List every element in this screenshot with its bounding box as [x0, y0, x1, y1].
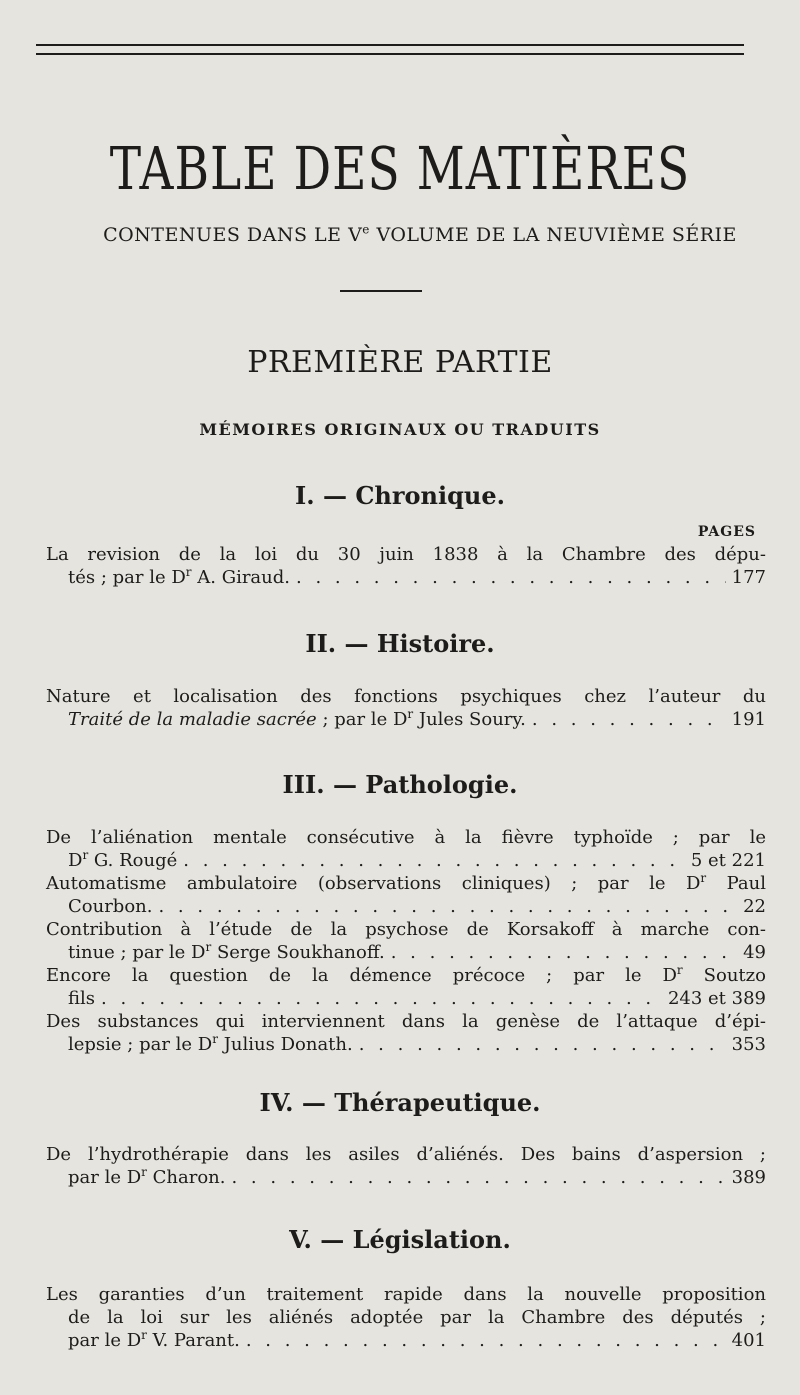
- page-title: TABLE DES MATIÈRES: [109, 135, 691, 204]
- toc-entry: Contribution à l’étude de la psychose de Korsakoff à marche con- tinue ; par le $D^r$ Serge Soukhanoff. . . . 49: [46, 918, 766, 964]
- page-number: 177: [731, 567, 766, 588]
- page-subtitle: CONTENUES DANS LE Ve VOLUME DE LA NEUVIÈME SÉRIE: [103, 222, 737, 246]
- section-heading-chronique: I. — Chronique.: [295, 481, 505, 510]
- page-number: 191: [731, 709, 766, 730]
- pages-column-label: PAGES: [697, 524, 756, 540]
- part-subtitle: MÉMOIRES ORIGINAUX OU TRADUITS: [199, 420, 601, 439]
- toc-entry: Des substances qui interviennent dans la genèse de l’attaque d’épi- lepsie ; par le $D^r$ Julius Donath. . . . 353: [46, 1010, 766, 1056]
- top-rule: [36, 44, 744, 46]
- toc-entry: De l’aliénation mentale consécutive à la fièvre typhoïde ; par le $D^r$ G. Rougé . . . 5 et 221: [46, 826, 766, 872]
- page-number: 389: [731, 1167, 766, 1188]
- page-number: 401: [731, 1330, 766, 1351]
- toc-entry: Automatisme ambulatoire (observations cliniques) ; par le $D^r$ Paul Courbon. . . . 22: [46, 872, 766, 918]
- section-heading-therapeutique: IV. — Thérapeutique.: [259, 1088, 541, 1117]
- page-number: 243 et 389: [667, 988, 766, 1009]
- section-heading-pathologie: III. — Pathologie.: [282, 770, 518, 799]
- toc-entry: De l’hydrothérapie dans les asiles d’aliénés. Des bains d’aspersion ; par le $D^r$ Charon. . . . 389: [46, 1143, 766, 1189]
- toc-entry: La revision de la loi du 30 juin 1838 à la Chambre des dépu- tés ; par le $D^r$ A. Giraud. . . . 177: [46, 543, 766, 589]
- page-number: 353: [731, 1034, 766, 1055]
- toc-entry: Nature et localisation des fonctions psychiques chez l’auteur du Traité de la maladie sacrée ; par le $D^r$ Jules Soury. . . . 191: [46, 685, 766, 731]
- top-rule-second: [36, 53, 744, 55]
- section-heading-legislation: V. — Législation.: [289, 1225, 511, 1254]
- section-heading-histoire: II. — Histoire.: [305, 629, 495, 658]
- toc-entry: Encore la question de la démence précoce ; par le $D^r$ Soutzo fils . . . 243 et 389: [46, 964, 766, 1010]
- toc-entry: Les garanties d’un traitement rapide dans la nouvelle proposition de la loi sur les aliénés adoptée par la Chambre des députés ; par le $D^r$ V. Parant. . . . 401: [46, 1283, 766, 1352]
- part-title: PREMIÈRE PARTIE: [247, 345, 553, 380]
- page-number: 5 et 221: [690, 850, 766, 871]
- page-number: 49: [743, 942, 766, 963]
- page-number: 22: [743, 896, 766, 917]
- separator-rule: [340, 290, 422, 292]
